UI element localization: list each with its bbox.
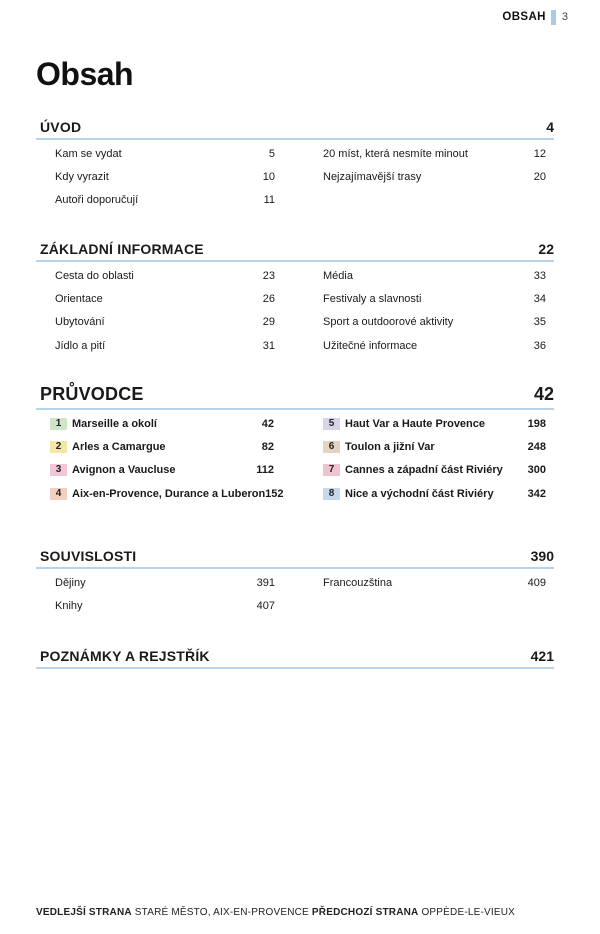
section-title: PRŮVODCE xyxy=(40,384,144,404)
right-column xyxy=(320,142,554,212)
entry-title: Autoři doporučují xyxy=(55,194,139,207)
entry-page: 26 xyxy=(262,292,275,305)
chapter-entry[interactable] xyxy=(323,482,546,505)
entry-page: 198 xyxy=(527,417,546,430)
page-title: Obsah xyxy=(36,56,134,92)
entry-page: 20 xyxy=(533,170,546,183)
section-header[interactable] xyxy=(36,547,554,569)
entry-title: Sport a outdoorové aktivity xyxy=(323,316,454,329)
section-zakladni-informace xyxy=(36,240,554,357)
section-title: ZÁKLADNÍ INFORMACE xyxy=(40,241,204,257)
chapter-number-badge: 2 xyxy=(50,441,67,453)
entry-page: 36 xyxy=(533,339,546,352)
footer-next-text: STARÉ MĚSTO, AIX-EN-PROVENCE xyxy=(134,907,309,918)
entry-page: 112 xyxy=(256,464,274,477)
section-page: 22 xyxy=(538,241,554,257)
section-poznamky-a-rejstrik xyxy=(36,647,554,669)
running-head-bar xyxy=(551,10,556,25)
entry-title: Haut Var a Haute Provence xyxy=(345,417,486,430)
entry-title: Francouzština xyxy=(323,576,393,589)
entry-page: 29 xyxy=(262,316,275,329)
section-uvod xyxy=(36,118,554,212)
chapter-entry[interactable] xyxy=(323,459,546,482)
entry-title: Jídlo a pití xyxy=(55,339,106,352)
page-number: 3 xyxy=(561,11,568,23)
section-header[interactable] xyxy=(36,118,554,140)
entry-title: Toulon a jižní Var xyxy=(345,440,435,453)
chapter-number-badge: 3 xyxy=(50,464,67,476)
toc-entry[interactable] xyxy=(323,311,546,334)
entry-title: Cannes a západní část Riviéry xyxy=(345,464,503,477)
chapter-entry[interactable] xyxy=(323,435,546,458)
toc-entry[interactable] xyxy=(323,264,546,287)
toc-entry[interactable] xyxy=(55,334,275,357)
entry-title: Nejzajímavější trasy xyxy=(323,170,422,183)
running-head xyxy=(502,9,568,25)
chapter-number-badge: 6 xyxy=(323,441,340,453)
section-page: 42 xyxy=(533,384,554,404)
entry-title: 20 míst, která nesmíte minout xyxy=(323,147,468,160)
section-souvislosti xyxy=(36,547,554,618)
entry-page: 342 xyxy=(527,487,546,500)
toc-entry[interactable] xyxy=(323,142,546,165)
entry-title: Arles a Camargue xyxy=(72,440,166,453)
chapter-number-badge: 8 xyxy=(323,488,340,500)
right-column xyxy=(320,412,554,505)
toc-entry[interactable] xyxy=(323,571,546,594)
footer-caption xyxy=(36,907,515,918)
right-column xyxy=(320,264,554,357)
footer-prev-label: PŘEDCHOZÍ STRANA xyxy=(311,907,419,918)
chapter-entry[interactable] xyxy=(50,482,284,505)
entry-title: Ubytování xyxy=(55,316,105,329)
section-pruvodce xyxy=(36,384,554,505)
chapter-entry[interactable] xyxy=(323,412,546,435)
entry-title: Dějiny xyxy=(55,576,86,589)
entry-title: Orientace xyxy=(55,292,103,305)
footer-prev-text: OPPÈDE-LE-VIEUX xyxy=(421,907,516,918)
entry-title: Kdy vyrazit xyxy=(55,170,109,183)
toc-entry[interactable] xyxy=(55,571,275,594)
chapter-number-badge: 1 xyxy=(50,418,67,430)
section-header[interactable] xyxy=(36,240,554,262)
toc-entry[interactable] xyxy=(55,594,275,617)
section-page: 4 xyxy=(546,119,554,135)
right-column xyxy=(320,571,554,618)
entry-title: Avignon a Vaucluse xyxy=(72,464,176,477)
entry-title: Užitečné informace xyxy=(323,339,418,352)
section-title: SOUVISLOSTI xyxy=(40,548,137,564)
running-head-title: OBSAH xyxy=(502,11,546,23)
entry-page: 248 xyxy=(527,440,546,453)
chapter-entry[interactable] xyxy=(50,459,274,482)
left-column xyxy=(36,571,320,618)
section-header[interactable] xyxy=(36,647,554,669)
entry-page: 409 xyxy=(527,576,546,589)
entry-page: 10 xyxy=(262,170,275,183)
footer-next-label: VEDLEJŠÍ STRANA xyxy=(36,907,132,918)
entry-page: 42 xyxy=(261,417,274,430)
toc-entry[interactable] xyxy=(55,142,275,165)
chapter-number-badge: 4 xyxy=(50,488,67,500)
left-column xyxy=(36,142,320,212)
entry-title: Média xyxy=(323,269,353,282)
section-page: 421 xyxy=(530,648,554,664)
entry-page: 152 xyxy=(265,487,284,500)
entry-page: 407 xyxy=(256,599,275,612)
entry-page: 35 xyxy=(533,316,546,329)
chapter-entry[interactable] xyxy=(50,412,274,435)
entry-title: Knihy xyxy=(55,599,83,612)
entry-page: 12 xyxy=(533,147,546,160)
entry-title: Festivaly a slavnosti xyxy=(323,292,422,305)
entry-title: Nice a východní část Riviéry xyxy=(345,487,494,500)
entry-page: 300 xyxy=(527,464,546,477)
toc-entry[interactable] xyxy=(323,287,546,310)
section-header[interactable] xyxy=(36,384,554,410)
section-title: POZNÁMKY A REJSTŘÍK xyxy=(40,648,210,664)
toc-entry[interactable] xyxy=(55,311,275,334)
entry-title: Aix-en-Provence, Durance a Luberon xyxy=(72,487,266,500)
toc-entry[interactable] xyxy=(323,334,546,357)
toc-entry[interactable] xyxy=(323,165,546,188)
chapter-number-badge: 7 xyxy=(323,464,340,476)
entry-page: 34 xyxy=(533,292,546,305)
entry-page: 5 xyxy=(268,147,275,160)
toc-entry[interactable] xyxy=(55,264,275,287)
left-column xyxy=(36,412,320,505)
toc-entry[interactable] xyxy=(55,189,275,212)
left-column xyxy=(36,264,320,357)
chapter-entry[interactable] xyxy=(50,435,274,458)
entry-page: 82 xyxy=(261,440,274,453)
chapter-number-badge: 5 xyxy=(323,418,340,430)
section-title: ÚVOD xyxy=(40,119,82,135)
entry-title: Cesta do oblasti xyxy=(55,269,134,282)
entry-page: 33 xyxy=(533,269,546,282)
section-page: 390 xyxy=(530,548,554,564)
toc-entry[interactable] xyxy=(55,287,275,310)
entry-title: Kam se vydat xyxy=(55,147,122,160)
entry-page: 31 xyxy=(262,339,275,352)
toc-entry[interactable] xyxy=(55,165,275,188)
entry-page: 391 xyxy=(256,576,275,589)
entry-title: Marseille a okolí xyxy=(72,417,157,430)
entry-page: 23 xyxy=(262,269,275,282)
entry-page: 11 xyxy=(263,194,275,207)
